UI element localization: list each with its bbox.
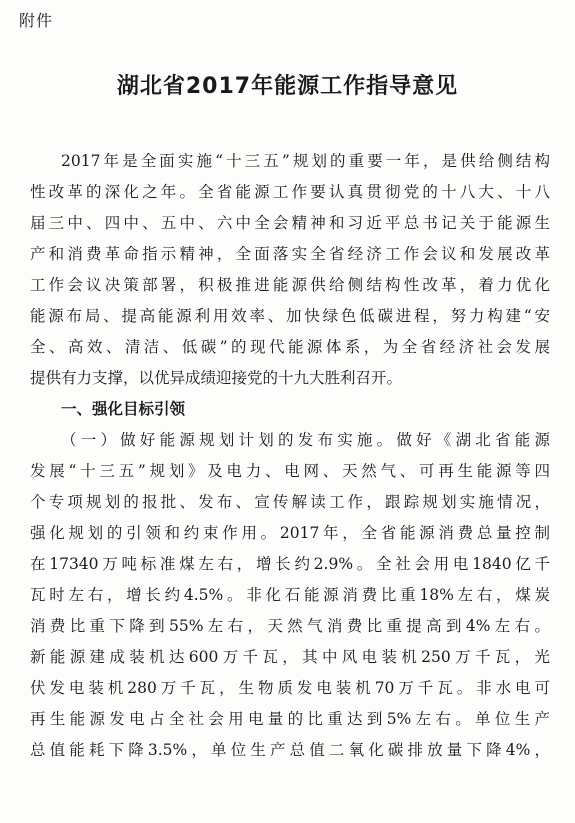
- intro-line: 能源布局、提高能源利用效率、加快绿色低碳进程，努力构建“安: [30, 307, 550, 325]
- section-line: 总值能耗下降3.5%，单位生产总值二氧化碳排放量下降4%，: [30, 741, 550, 759]
- section-line: 发展“十三五”规划》及电力、电网、天然气、可再生能源等四: [30, 462, 550, 480]
- intro-line: 工作会议决策部署，积极推进能源供给侧结构性改革，着力优化: [30, 276, 550, 294]
- intro-line: 产和消费革命指示精神，全面落实全省经济工作会议和发展改革: [30, 245, 550, 263]
- section-line: 新能源建成装机达600万千瓦，其中风电装机250万千瓦，光: [30, 648, 550, 666]
- section-line: （一）做好能源规划计划的发布实施。做好《湖北省能源: [61, 431, 550, 449]
- intro-line: 届三中、四中、五中、六中全会精神和习近平总书记关于能源生: [30, 214, 550, 232]
- section-line: 个专项规划的报批、发布、宣传解读工作，跟踪规划实施情况，: [30, 493, 550, 511]
- attachment-label: 附件: [19, 11, 54, 30]
- section-line: 消费比重下降到55%左右，天然气消费比重提高到4%左右。: [30, 617, 550, 635]
- document-title: 湖北省2017年能源工作指导意见: [116, 74, 459, 99]
- section-heading: 一、强化目标引领: [61, 400, 186, 418]
- intro-line: 性改革的深化之年。全省能源工作要认真贯彻党的十八大、十八: [30, 183, 550, 201]
- intro-line: 全、高效、清洁、低碳”的现代能源体系，为全省经济社会发展: [30, 338, 550, 356]
- section-line: 伏发电装机280万千瓦，生物质发电装机70万千瓦。非水电可: [30, 679, 550, 697]
- intro-line: 2017年是全面实施“十三五”规划的重要一年，是供给侧结构: [61, 152, 550, 170]
- document-body: [30, 146, 550, 766]
- section-line: 瓦时左右，增长约4.5%。非化石能源消费比重18%左右，煤炭: [30, 586, 550, 604]
- section-line: 强化规划的引领和约束作用。2017年，全省能源消费总量控制: [30, 524, 550, 542]
- intro-line: 提供有力支撑，以优异成绩迎接党的十九大胜利召开。: [30, 369, 403, 387]
- section-line: 再生能源发电占全社会用电量的比重达到5%左右。单位生产: [30, 710, 550, 728]
- section-line: 在17340万吨标准煤左右，增长约2.9%。全社会用电1840亿千: [30, 555, 550, 573]
